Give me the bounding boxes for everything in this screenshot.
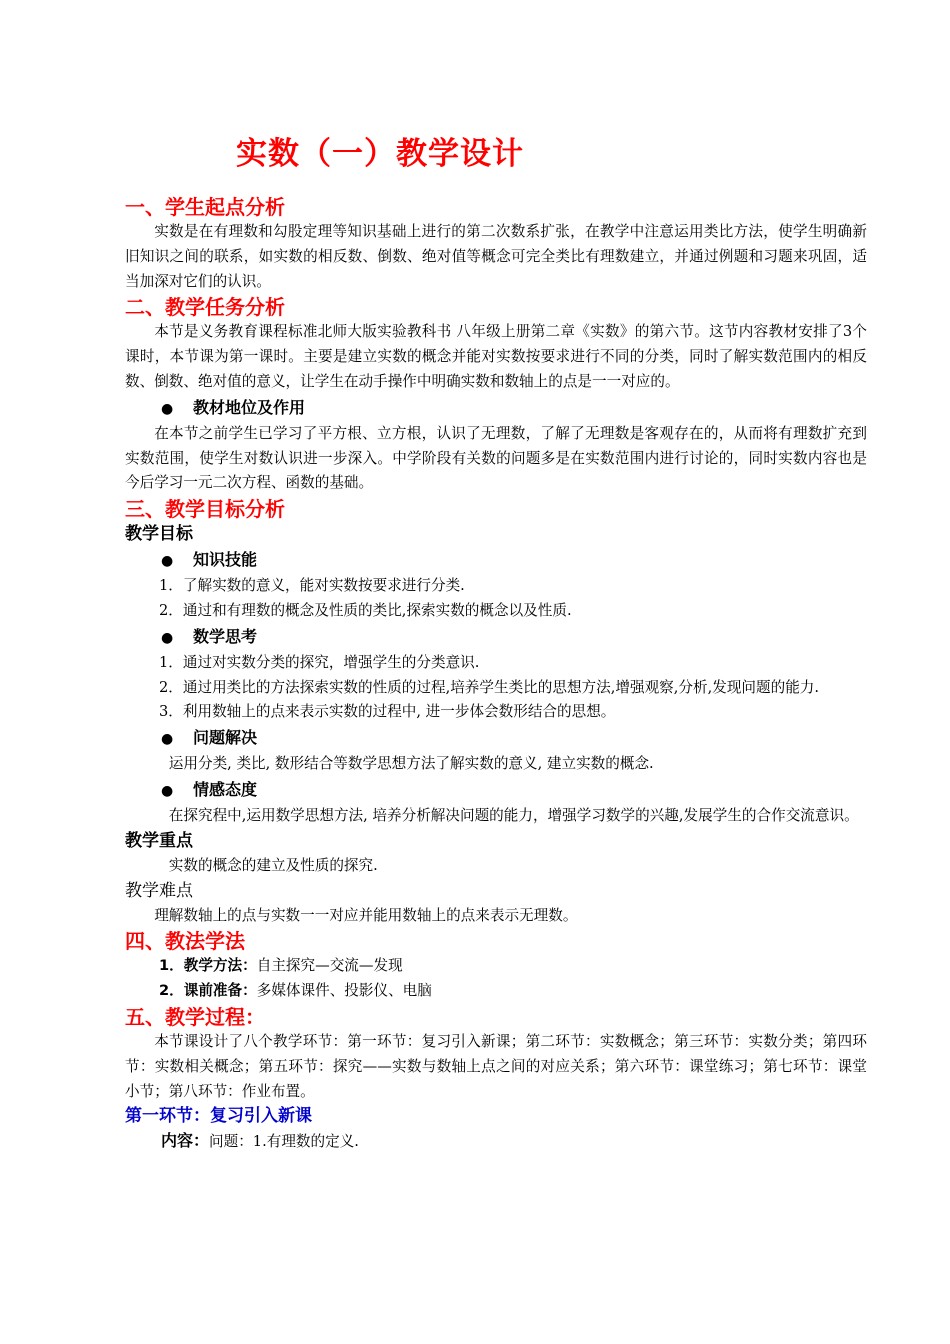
numbered-item: 3．利用数轴上的点来表示实数的过程中, 进一步体会数形结合的思想。: [159, 703, 616, 721]
difficulties-paragraph: 理解数轴上的点与实数一一对应并能用数轴上的点来表示无理数。: [154, 906, 578, 924]
bullet-icon: ●: [161, 731, 174, 748]
step-heading: 第一环节：复习引入新课: [125, 1106, 312, 1127]
content-label: 内容：: [161, 1131, 210, 1151]
bullet-label: 知识技能: [193, 550, 258, 570]
bullet-item: [125, 777, 867, 804]
bullet-label: 问题解决: [193, 728, 258, 748]
method-label: 2．课前准备：: [159, 982, 257, 1000]
bullet-item: [125, 624, 867, 651]
bullet-paragraph: 在本节之前学生已学习了平方根、立方根，认识了无理数，了解了无理数是客观存在的，从而将有理数扩充到实数范围，使学生对数认识进一步深入。中学阶段有关数的问题多是在实数范围内进行讨论的，同时实数内容也是今后学习一元二次方程、函数的基础。: [125, 424, 867, 492]
numbered-item: 1．了解实数的意义，能对实数按要求进行分类.: [159, 577, 465, 595]
bullet-icon: ●: [161, 400, 174, 417]
numbered-item: 2．通过用类比的方法探索实数的性质的过程,培养学生类比的思想方法,增强观察,分析,发现问题的能力.: [159, 678, 820, 696]
method-value: 多媒体课件、投影仪、电脑: [256, 982, 432, 1000]
content-value: 问题：1.有理数的定义.: [209, 1133, 359, 1151]
section-heading-3: 三、教学目标分析: [125, 497, 285, 522]
bullet-item: [125, 547, 867, 574]
section-heading-2: 二、教学任务分析: [125, 295, 285, 320]
section-2-paragraph: 本节是义务教育课程标准北师大版实验教科书 八年级上册第二章《实数》的第六节。这节内容教材安排了3个课时，本节课为第一课时。主要是建立实数的概念并能对实数按要求进行不同的分类，同时了解实数范围内的相反数、倒数、绝对值的意义，让学生在动手操作中明确实数和数轴上的点是一一对应的。: [125, 323, 867, 390]
content-line: [125, 1129, 867, 1155]
section-heading-4: 四、教法学法: [125, 929, 245, 954]
bullet-label: 数学思考: [193, 626, 258, 646]
section-1-paragraph: 实数是在有理数和勾股定理等知识基础上进行的第二次数系扩张，在教学中注意运用类比方法，使学生明确新旧知识之间的联系，如实数的相反数、倒数、绝对值等概念可完全类比有理数建立，并通过例题和习题来巩固，适当加深对它们的认识。: [125, 223, 867, 290]
section-heading-5: 五、教学过程：: [125, 1004, 265, 1029]
method-item: [125, 954, 867, 979]
bullet-icon: ●: [161, 782, 174, 799]
key-points-paragraph: 实数的概念的建立及性质的探究.: [168, 856, 378, 874]
method-item: [125, 979, 867, 1004]
bullet-label: 情感态度: [193, 779, 258, 799]
section-heading-1: 一、学生起点分析: [125, 195, 285, 219]
numbered-item: 2．通过和有理数的概念及性质的类比,探索实数的概念以及性质.: [159, 601, 572, 619]
document-title: 实数（一）教学设计: [236, 136, 524, 172]
section-5-paragraph: 本节课设计了八个教学环节：第一环节：复习引入新课；第二环节：实数概念；第三环节：实数分类；第四环节：实数相关概念；第五环节：探究——实数与数轴上点之间的对应关系；第六环节：课堂练习；第七环节：课堂小节；第八环节：作业布置。: [125, 1032, 867, 1100]
subheading-difficulties: 教学难点: [125, 880, 193, 901]
bullet-item: [125, 725, 867, 752]
bullet-label: 教材地位及作用: [193, 397, 306, 417]
bullet-paragraph: 在探究程中,运用数学思想方法, 培养分析解决问题的能力，增强学习数学的兴趣,发展学生的合作交流意识。: [168, 806, 859, 824]
subheading-key-points: 教学重点: [125, 830, 193, 851]
method-value: 自主探究—交流—发现: [256, 957, 403, 975]
bullet-item: [125, 395, 867, 422]
subheading-goals: 教学目标: [125, 524, 193, 545]
bullet-icon: ●: [161, 629, 174, 646]
numbered-item: 1．通过对实数分类的探究，增强学生的分类意识.: [159, 653, 480, 671]
document-body: [125, 194, 867, 1155]
method-label: 1．教学方法：: [159, 957, 257, 975]
bullet-paragraph: 运用分类, 类比, 数形结合等数学思想方法了解实数的意义, 建立实数的概念.: [168, 755, 654, 773]
bullet-icon: ●: [161, 553, 174, 570]
